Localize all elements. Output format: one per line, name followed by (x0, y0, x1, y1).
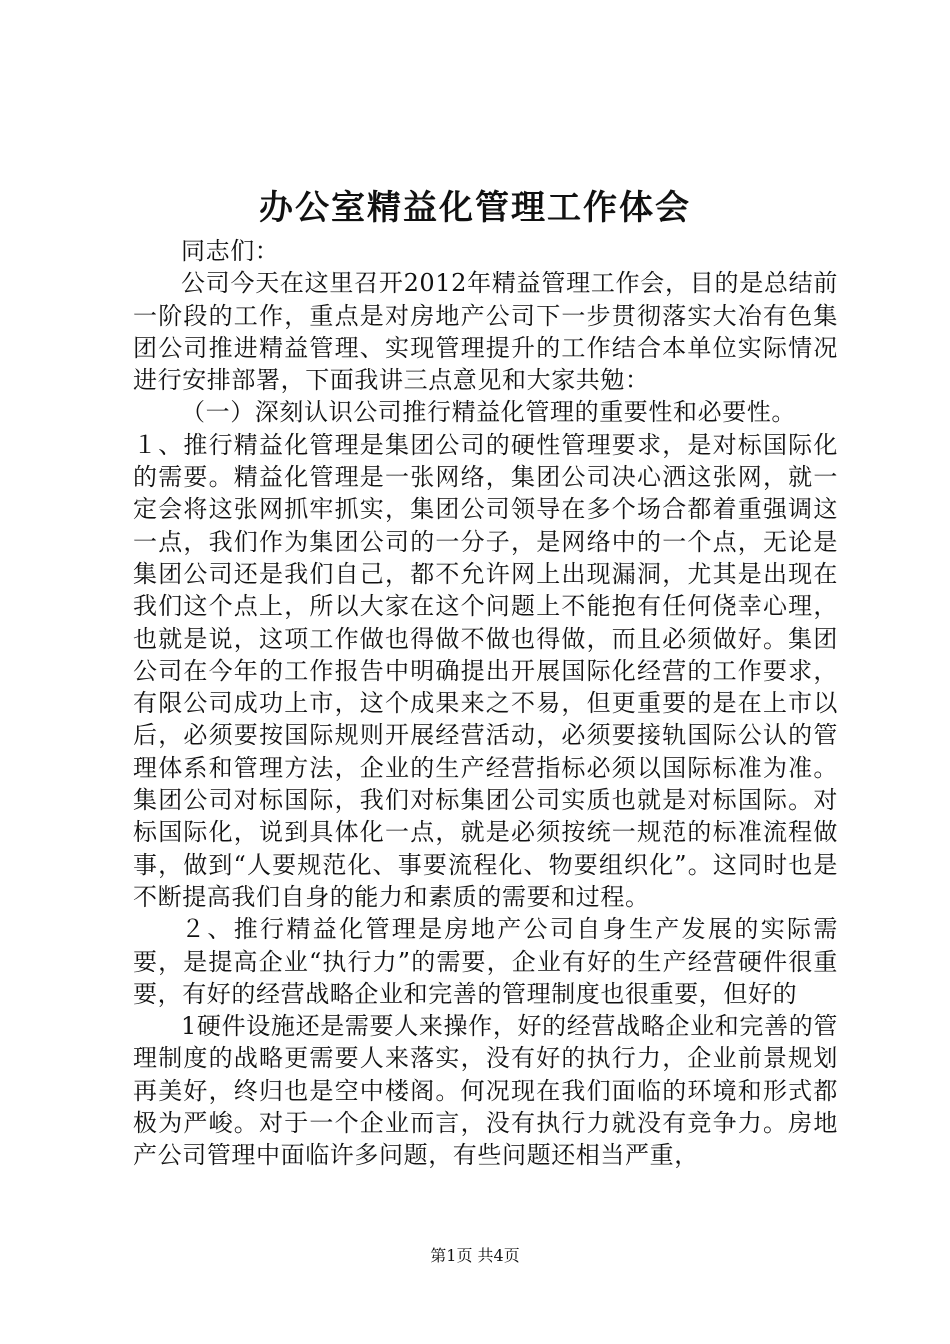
paragraph-continued: 1硬件设施还是需要人来操作，好的经营战略企业和完善的管理制度的战略更需要人来落实，没有好的执行力，企业前景规划再美好，终归也是空中楼阁。何况现在我们面临的环境和形式都极为严峻。对于一个企业而言，没有执行力就没有竞争力。房地产公司管理中面临许多问题，有些问题还相当严重， (133, 1012, 838, 1170)
document-title: 办公室精益化管理工作体会 (259, 188, 691, 228)
paragraph-intro: 公司今天在这里召开2012年精益管理工作会，目的是总结前一阶段的工作，重点是对房地产公司下一步贯彻落实大冶有色集团公司推进精益管理、实现管理提升的工作结合本单位实际情况进行安排部署，下面我讲三点意见和大家共勉： (133, 269, 838, 395)
section-heading-1: （一）深刻认识公司推行精益化管理的重要性和必要性。 (181, 398, 796, 427)
document-body (133, 235, 838, 1172)
paragraph-point-2: ２、推行精益化管理是房地产公司自身生产发展的实际需要，是提高企业“执行力”的需要，企业有好的生产经营硬件很重要，有好的经营战略企业和完善的管理制度也很重要，但好的 (133, 915, 838, 1008)
salutation: 同志们： (181, 237, 280, 265)
paragraph-point-1: １、推行精益化管理是集团公司的硬性管理要求，是对标国际化的需要。精益化管理是一张网络，集团公司决心洒这张网，就一定会将这张网抓牢抓实，集团公司领导在多个场合都着重强调这一点，我们作为集团公司的一分子，是网络中的一个点，无论是集团公司还是我们自己，都不允许网上出现漏洞，尤其是出现在我们这个点上，所以大家在这个问题上不能抱有任何侥幸心理，也就是说，这项工作做也得做不做也得做，而且必须做好。集团公司在今年的工作报告中明确提出开展国际化经营的工作要求，有限公司成功上市，这个成果来之不易，但更重要的是在上市以后，必须要按国际规则开展经营活动，必须要接轨国际公认的管理体系和管理方法，企业的生产经营指标必须以国际标准为准。集团公司对标国际，我们对标集团公司实质也就是对标国际。对标国际化，说到具体化一点，就是必须按统一规范的标准流程做事，做到“人要规范化、事要流程化、物要组织化”。这同时也是不断提高我们自身的能力和素质的需要和过程。 (133, 430, 838, 911)
page-footer: 第1页 共4页 (430, 1246, 520, 1265)
